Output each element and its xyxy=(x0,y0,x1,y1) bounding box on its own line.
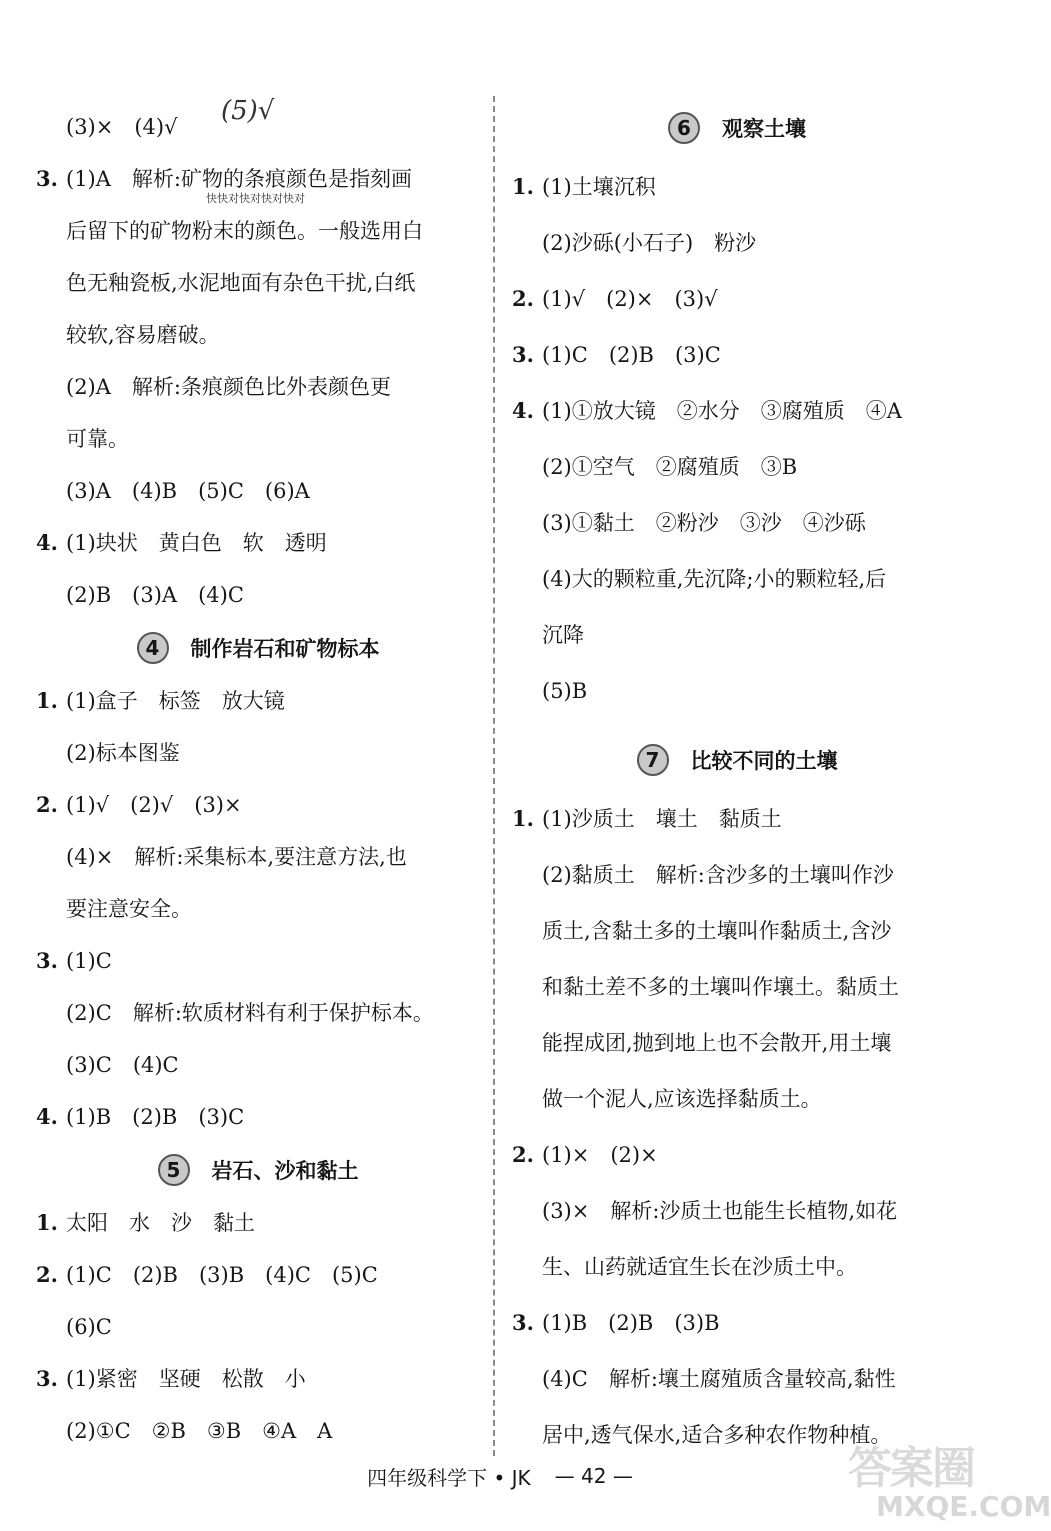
answer-line: 3. (1)C xyxy=(36,948,112,973)
answer-line: (3)× 解析:沙质土也能生长植物,如花 xyxy=(542,1199,898,1223)
answer-line: 生、山药就适宜生长在沙质土中。 xyxy=(542,1255,857,1279)
column-divider xyxy=(493,96,495,1456)
answer-line: 2. (1)× (2)× xyxy=(512,1142,658,1167)
answer-line: (2)①空气 ②腐殖质 ③B xyxy=(542,455,798,479)
section-title: 比较不同的土壤 xyxy=(690,748,838,773)
answer-line: 和黏土差不多的土壤叫作壤土。黏质土 xyxy=(542,975,899,999)
section-title: 制作岩石和矿物标本 xyxy=(190,636,380,661)
section-number-badge: 5 xyxy=(158,1154,190,1186)
answer-line: 1. (1)沙质土 壤土 黏质土 xyxy=(512,806,782,831)
section-heading xyxy=(512,740,962,780)
answer-line: (2)黏质土 解析:含沙多的土壤叫作沙 xyxy=(542,863,894,887)
answer-line: (3)A (4)B (5)C (6)A xyxy=(66,479,310,503)
answer-line: 可靠。 xyxy=(66,427,129,451)
footer-grade-label: 四年级科学下 • JK xyxy=(367,1465,531,1490)
section-title: 岩石、沙和黏土 xyxy=(211,1158,359,1183)
answer-line: 做一个泥人,应该选择黏质土。 xyxy=(542,1087,822,1111)
answer-line: 2. (1)√ (2)√ (3)× xyxy=(36,792,242,817)
answer-line: (5)B xyxy=(542,679,588,703)
answer-line: (6)C xyxy=(66,1315,112,1339)
section-number-badge: 7 xyxy=(637,744,669,776)
answer-line: (4)C 解析:壤土腐殖质含量较高,黏性 xyxy=(542,1367,896,1391)
answer-line: 色无釉瓷板,水泥地面有杂色干扰,白纸 xyxy=(66,271,416,295)
watermark-url: MXQE.COM xyxy=(876,1490,1051,1523)
answer-line: (2)A 解析:条痕颜色比外表颜色更 xyxy=(66,375,391,399)
handwritten-note: 快快对快对快对快对 xyxy=(206,192,305,205)
handwritten-mark: (5)√ xyxy=(221,96,275,126)
answer-line: (2)标本图鉴 xyxy=(66,741,180,765)
section-heading xyxy=(36,628,480,668)
section-title: 观察土壤 xyxy=(722,116,806,141)
answer-line: 1. (1)土壤沉积 xyxy=(512,174,656,199)
answer-line: (2)沙砾(小石子) 粉沙 xyxy=(542,231,757,255)
answer-line: 2. (1)C (2)B (3)B (4)C (5)C xyxy=(36,1262,378,1287)
answer-line: 3. (1)B (2)B (3)B xyxy=(512,1310,720,1335)
answer-line: 1. 太阳 水 沙 黏土 xyxy=(36,1210,255,1235)
answer-line: 3. (1)C (2)B (3)C xyxy=(512,342,721,367)
answer-line: 后留下的矿物粉末的颜色。一般选用白 xyxy=(66,219,423,243)
answer-line: 居中,透气保水,适合多种农作物种植。 xyxy=(542,1423,892,1447)
answer-line: 3. (1)A 解析:矿物的条痕颜色是指刻画 xyxy=(36,166,412,191)
watermark xyxy=(838,1432,1051,1528)
answer-line: 沉降 xyxy=(542,623,584,647)
answer-line: (3)× (4)√ xyxy=(66,115,178,139)
section-heading xyxy=(36,1150,480,1190)
answer-line: (2)C 解析:软质材料有利于保护标本。 xyxy=(66,1001,434,1025)
answer-line: (3)①黏土 ②粉沙 ③沙 ④沙砾 xyxy=(542,511,866,535)
answer-line: 1. (1)盒子 标签 放大镜 xyxy=(36,688,285,713)
answer-line: 2. (1)√ (2)× (3)√ xyxy=(512,286,718,311)
section-number-badge: 6 xyxy=(668,112,700,144)
answer-line: 4. (1)B (2)B (3)C xyxy=(36,1104,245,1129)
section-number-badge: 4 xyxy=(137,632,169,664)
answer-line: 3. (1)紧密 坚硬 松散 小 xyxy=(36,1366,306,1391)
answer-line: 质土,含黏土多的土壤叫作黏质土,含沙 xyxy=(542,919,892,943)
answer-line: 4. (1)块状 黄白色 软 透明 xyxy=(36,530,327,555)
answer-line: 能捏成团,抛到地上也不会散开,用土壤 xyxy=(542,1031,892,1055)
answer-line: (2)①C ②B ③B ④A A xyxy=(66,1419,333,1443)
watermark-logo-text: 答案圈 xyxy=(848,1443,974,1494)
answer-line: (4)× 解析:采集标本,要注意方法,也 xyxy=(66,845,407,869)
answer-line: (2)B (3)A (4)C xyxy=(66,583,244,607)
page-number: — 42 — xyxy=(554,1464,633,1488)
answer-line: (4)大的颗粒重,先沉降;小的颗粒轻,后 xyxy=(542,567,887,591)
section-heading xyxy=(512,108,962,148)
answer-line: 较软,容易磨破。 xyxy=(66,323,220,347)
answer-line: 要注意安全。 xyxy=(66,897,192,921)
answer-line: 4. (1)①放大镜 ②水分 ③腐殖质 ④A xyxy=(512,398,902,423)
answer-line: (3)C (4)C xyxy=(66,1053,179,1077)
